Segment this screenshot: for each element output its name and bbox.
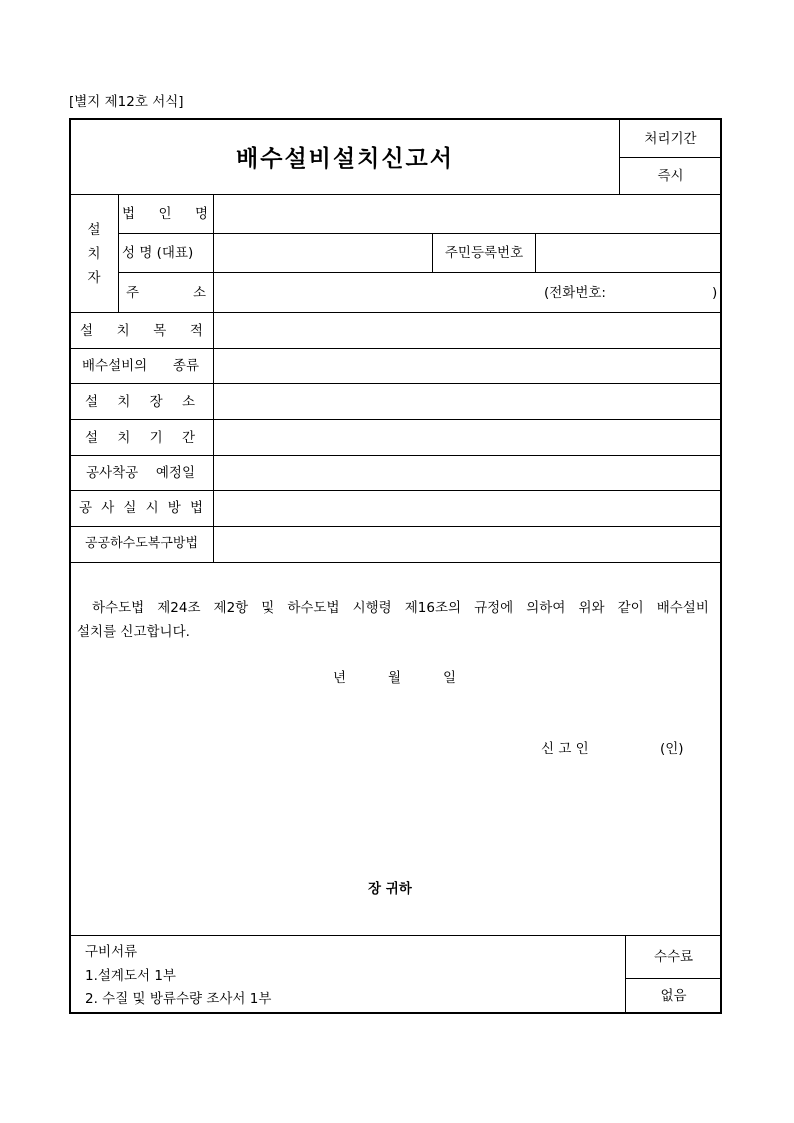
representative-name-field[interactable]: [214, 234, 432, 272]
installation-location-field[interactable]: [214, 384, 721, 419]
label-char: 치: [117, 394, 131, 410]
label-char: 치: [117, 430, 131, 446]
statement-word: 및: [261, 600, 275, 616]
processing-period-label: 처리기간: [644, 131, 697, 147]
installation-purpose-field[interactable]: [214, 313, 721, 348]
sewer-restoration-field[interactable]: [214, 527, 721, 562]
label-char: 인: [158, 206, 172, 222]
recipient: 장 귀하: [368, 881, 412, 897]
divider: [118, 195, 119, 312]
statement-word: 같이: [617, 600, 644, 616]
fee-value: 없음: [660, 988, 687, 1004]
label-char: 법: [122, 206, 136, 222]
form-title: 배수설비설치신고서: [236, 146, 454, 172]
processing-period-value: 즉시: [657, 168, 684, 184]
resident-number-label: 주민등록번호: [444, 245, 524, 261]
label-char: 기: [149, 430, 163, 446]
label-char: 사: [101, 500, 115, 516]
date-year-label: 년: [333, 670, 347, 686]
address-field[interactable]: [214, 273, 721, 312]
construction-method-field[interactable]: [214, 491, 721, 526]
label-char: 법: [189, 500, 203, 516]
label-word: 종류: [172, 358, 199, 374]
label-char: 소: [192, 285, 206, 301]
representative-name-label: 성 명 (대표): [122, 245, 194, 261]
installer-group-char: 치: [87, 246, 101, 262]
label-char: 주: [126, 285, 140, 301]
phone-close: ): [712, 285, 718, 301]
label-char: 명: [194, 206, 208, 222]
statement-word: 하수도법: [92, 600, 145, 616]
installer-group-char: 설: [87, 222, 101, 238]
statement-word: 제16조의: [404, 600, 462, 616]
construction-start-label: [86, 465, 195, 481]
construction-start-field[interactable]: [214, 456, 721, 490]
statement-word: 배수설비: [656, 600, 709, 616]
installer-group-char: 자: [87, 270, 101, 286]
statement-word: 제2항: [213, 600, 249, 616]
divider: [70, 562, 721, 563]
label-char: 시: [145, 500, 159, 516]
resident-number-field[interactable]: [536, 234, 721, 272]
label-char: 목: [153, 323, 167, 339]
installation-location-label: [85, 394, 195, 410]
label-char: 실: [123, 500, 137, 516]
label-char: 설: [80, 323, 94, 339]
statement-line-1: [92, 600, 709, 616]
label-word: 예정일: [155, 465, 195, 481]
seal-mark: (인): [660, 741, 684, 757]
fee-label: 수수료: [653, 949, 694, 965]
label-char: 치: [116, 323, 130, 339]
date-day-label: 일: [442, 670, 456, 686]
label-char: 적: [189, 323, 203, 339]
statement-word: 제24조: [157, 600, 201, 616]
statement-word: 시행령: [352, 600, 392, 616]
reporter-label: 신 고 인: [541, 741, 589, 757]
sewer-restoration-label: 공공하수도복구방법: [84, 536, 199, 551]
installation-period-field[interactable]: [214, 420, 721, 455]
required-document-item: 1.설계도서 1부: [85, 968, 176, 984]
label-char: 공: [79, 500, 93, 516]
construction-method-label: [79, 500, 203, 516]
statement-line-2: 설치를 신고합니다.: [77, 624, 190, 640]
label-char: 소: [181, 394, 195, 410]
drainage-type-label: [82, 358, 199, 374]
installation-purpose-label: [80, 323, 203, 339]
form-number-label: [별지 제12호 서식]: [69, 94, 184, 110]
divider: [70, 935, 721, 936]
label-word: 배수설비의: [82, 358, 148, 374]
label-char: 방: [167, 500, 181, 516]
label-char: 설: [85, 394, 99, 410]
divider: [620, 157, 721, 158]
required-document-item: 2. 수질 및 방류수량 조사서 1부: [85, 991, 272, 1007]
statement-word: 하수도법: [287, 600, 340, 616]
label-char: 간: [181, 430, 195, 446]
drainage-type-field[interactable]: [214, 349, 721, 383]
divider: [626, 978, 721, 979]
label-word: 공사착공: [86, 465, 139, 481]
address-label: [126, 285, 206, 301]
required-documents-title: 구비서류: [85, 944, 138, 960]
statement-word: 의하여: [526, 600, 566, 616]
corp-name-field[interactable]: [214, 195, 721, 233]
label-char: 장: [149, 394, 163, 410]
corp-name-label: [122, 206, 208, 222]
date-month-label: 월: [387, 670, 402, 686]
statement-word: 위와: [578, 600, 605, 616]
statement-word: 규정에: [474, 600, 514, 616]
installation-period-label: [85, 430, 195, 446]
label-char: 설: [85, 430, 99, 446]
phone-label: (전화번호:: [544, 285, 606, 301]
date-line: [333, 670, 456, 686]
